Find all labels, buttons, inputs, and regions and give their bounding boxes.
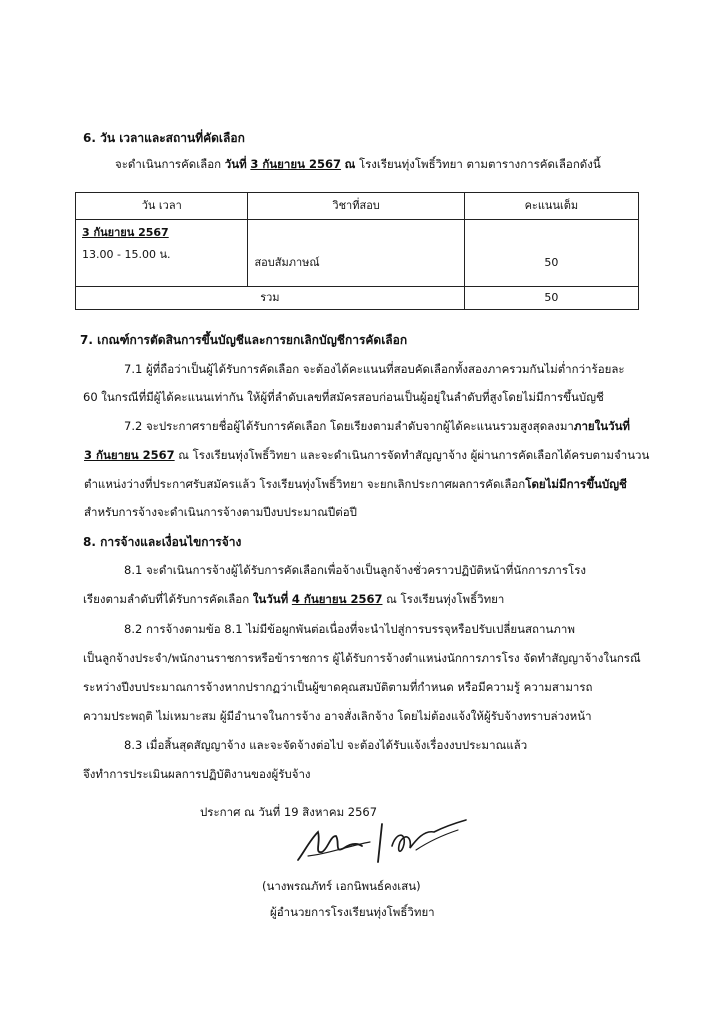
table-cell-subject: สอบสัมภาษณ์ [248, 220, 464, 287]
section-7-2-line-3 [84, 478, 627, 492]
section-7-2-line-3-pre: ตำแหน่งว่างที่ประกาศรับสมัครแล้ว โรงเรียนทุ่งโพธิ์วิทยา จะยกเลิกประกาศผลการคัดเลือก [84, 477, 526, 491]
table-header-subject: วิชาที่สอบ [248, 193, 464, 220]
section-8-3-line-1: 8.3 เมื่อสิ้นสุดสัญญาจ้าง และจะจัดจ้างต่อไป จะต้องได้รับแจ้งเรื่องงบประมาณแล้ว [124, 738, 528, 752]
section-8-1-date: 4 กันยายน 2567 [291, 592, 383, 606]
table-total-label: รวม [76, 287, 465, 310]
signer-name: (นางพรณภัทร์ เอกนิพนธ์คงเสน) [262, 879, 421, 893]
table-header-row [76, 193, 639, 220]
table-cell-datetime [76, 220, 248, 287]
section-7-title: 7. เกณฑ์การตัดสินการขึ้นบัญชีและการยกเลิกบัญชีการคัดเลือก [80, 333, 408, 347]
section-8-1-line-2 [83, 593, 504, 607]
schedule-table [75, 192, 639, 310]
section-8-title: 8. การจ้างและเงื่อนไขการจ้าง [83, 535, 242, 549]
section-8-1-line-1: 8.1 จะดำเนินการจ้างผู้ได้รับการคัดเลือกเพื่อจ้างเป็นลูกจ้างชั่วคราวปฏิบัติหน้าที่นักการภารโรง [124, 563, 586, 577]
section-8-2-line-4: ความประพฤติ ไม่เหมาะสม ผู้มีอำนาจในการจ้าง อาจสั่งเลิกจ้าง โดยไม่ต้องแจ้งให้ผู้รับจ้างทราบล่วงหน้า [83, 709, 592, 723]
signer-title: ผู้อำนวยการโรงเรียนทุ่งโพธิ์วิทยา [270, 905, 435, 919]
table-cell-score: 50 [464, 220, 638, 287]
table-date: 3 กันยายน 2567 [82, 226, 169, 239]
section-8-1-line-2-pre: เรียงตามลำดับที่ได้รับการคัดเลือก [83, 592, 250, 606]
table-total-score: 50 [464, 287, 638, 310]
section-7-2-line-2 [84, 449, 649, 463]
section-8-1-line-2-post: ณ โรงเรียนทุ่งโพธิ์วิทยา [386, 592, 505, 606]
section-7-2-line-4: สำหรับการจ้างจะดำเนินการจ้างตามปีงบประมาณปีต่อปี [84, 505, 357, 519]
announcement-date: ประกาศ ณ วันที่ 19 สิงหาคม 2567 [200, 805, 378, 819]
section-7-2-date: 3 กันยายน 2567 [84, 448, 175, 462]
section-7-1-line-2: 60 ในกรณีที่มีผู้ได้คะแนนเท่ากัน ให้ผู้ที่ลำดับเลขที่สมัครสอบก่อนเป็นผู้อยู่ในลำดับที่สูงโดยไม่มีการขึ้นบัญชี [83, 390, 604, 404]
section-7-2-line-1-bold: ภายในวันที่ [573, 419, 631, 433]
signature-image [288, 812, 478, 872]
table-time: 13.00 - 15.00 น. [82, 248, 171, 262]
section-8-3-line-2: จึงทำการประเมินผลการปฏิบัติงานของผู้รับจ้าง [83, 767, 311, 781]
section-6-line-pre: จะดำเนินการคัดเลือก [115, 157, 222, 171]
table-total-row [76, 287, 639, 310]
section-8-2-line-1: 8.2 การจ้างตามข้อ 8.1 ไม่มีข้อผูกพันต่อเนื่องที่จะนำไปสู่การบรรจุหรือปรับเปลี่ยนสถานภาพ [124, 622, 575, 636]
section-7-2-line-1-pre: 7.2 จะประกาศรายชื่อผู้ได้รับการคัดเลือก โดยเรียงตามลำดับจากผู้ได้คะแนนรวมสูงสุดลงมา [124, 419, 574, 433]
table-header-score: คะแนนเต็ม [464, 193, 638, 220]
section-6-date: 3 กันยายน 2567 [250, 157, 341, 171]
section-8-2-line-3: ระหว่างปีงบประมาณการจ้างหากปรากฏว่าเป็นผู้ขาดคุณสมบัติตามที่กำหนด หรือมีความรู้ ความสามารถ [83, 680, 593, 694]
section-6-line-day: วันที่ [224, 157, 247, 171]
table-row [76, 220, 639, 287]
table-header-datetime: วัน เวลา [76, 193, 248, 220]
section-8-2-line-2: เป็นลูกจ้างประจำ/พนักงานราชการหรือข้าราชการ ผู้ได้รับการจ้างตำแหน่งนักการภารโรง จัดทำสัญญาจ้างในกรณี [83, 651, 641, 665]
section-6-title: 6. วัน เวลาและสถานที่คัดเลือก [83, 131, 245, 145]
section-7-2-line-3-bold: โดยไม่มีการขึ้นบัญชี [525, 477, 627, 491]
section-8-1-line-2-bold: ในวันที่ [252, 592, 289, 606]
section-6-line [115, 158, 601, 172]
section-6-line-post: โรงเรียนทุ่งโพธิ์วิทยา ตามตารางการคัดเลือกดังนี้ [358, 157, 601, 171]
section-7-2-line-2-rest: ณ โรงเรียนทุ่งโพธิ์วิทยา และจะดำเนินการจัดทำสัญญาจ้าง ผู้ผ่านการคัดเลือกได้ครบตามจำนวน [178, 448, 650, 462]
section-6-line-at: ณ [344, 157, 356, 171]
section-7-2-line-1 [124, 420, 630, 434]
section-7-1-line-1: 7.1 ผู้ที่ถือว่าเป็นผู้ได้รับการคัดเลือก จะต้องได้คะแนนที่สอบคัดเลือกทั้งสองภาครวมกันไม่ต่ำกว่าร้อยละ [124, 362, 625, 376]
